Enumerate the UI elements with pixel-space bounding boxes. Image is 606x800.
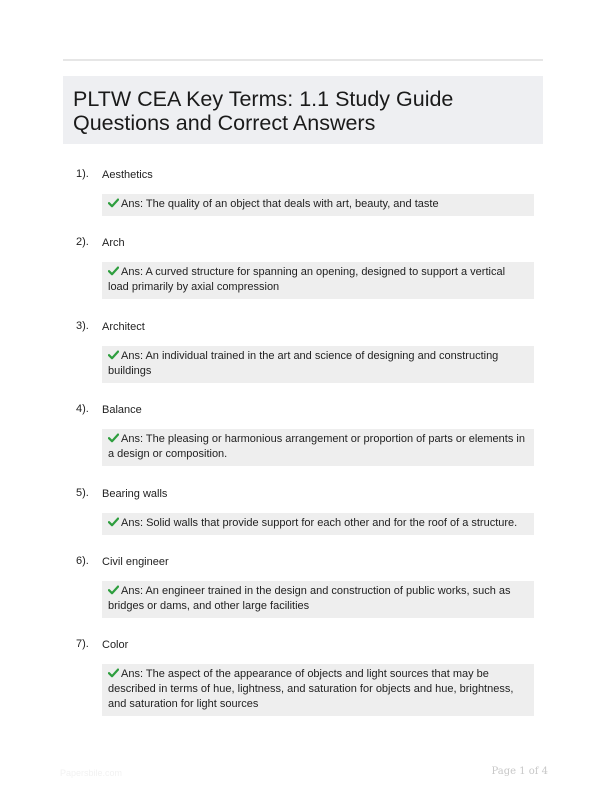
- check-icon: [108, 585, 119, 595]
- answer-text: Ans: A curved structure for spanning an opening, designed to support a vertical load primarily by axial compression: [108, 266, 506, 293]
- page-title-line-2: Questions and Correct Answers: [73, 111, 376, 135]
- answer-box: [102, 513, 534, 535]
- page-title-line-1: PLTW CEA Key Terms: 1.1 Study Guide: [73, 87, 454, 111]
- answer-text: Ans: The quality of an object that deals with art, beauty, and taste: [121, 198, 439, 210]
- top-divider: [63, 59, 543, 61]
- question-number: 2).: [76, 236, 89, 248]
- answer-box: [102, 262, 534, 299]
- question-number: 7).: [76, 638, 89, 650]
- answer-box: [102, 194, 534, 216]
- question-term: Aesthetics: [102, 169, 153, 181]
- check-icon: [108, 668, 119, 678]
- page-number: Page 1 of 4: [491, 766, 548, 777]
- check-icon: [108, 198, 119, 208]
- question-term: Color: [102, 639, 129, 651]
- answer-box: [102, 346, 534, 383]
- question-number: 5).: [76, 487, 89, 499]
- title-banner: [63, 76, 543, 144]
- page-title: [73, 87, 533, 135]
- check-icon: [108, 266, 119, 276]
- footer-site-watermark: Papersbile.com: [60, 768, 123, 778]
- answer-text: Ans: The aspect of the appearance of objects and light sources that may be described in terms of hue, lightness, and saturation for objects and hue, brightness, and saturation for light sources: [108, 668, 514, 710]
- question-term: Architect: [102, 321, 145, 333]
- answer-text: Ans: Solid walls that provide support for each other and for the roof of a structure.: [121, 517, 518, 529]
- check-icon: [108, 517, 119, 527]
- answer-box: [102, 664, 534, 716]
- answer-text: Ans: An engineer trained in the design and construction of public works, such as bridges or dams, and other large facilities: [108, 585, 511, 612]
- question-term: Arch: [102, 237, 125, 249]
- question-term: Bearing walls: [102, 488, 168, 500]
- question-number: 1).: [76, 168, 89, 180]
- answer-text: Ans: An individual trained in the art and science of designing and constructing buildings: [108, 350, 499, 377]
- question-term: Civil engineer: [102, 556, 169, 568]
- check-icon: [108, 433, 119, 443]
- answer-box: [102, 581, 534, 618]
- answer-text: Ans: The pleasing or harmonious arrangement or proportion of parts or elements in a design or composition.: [108, 433, 525, 460]
- answer-box: [102, 429, 534, 466]
- question-number: 3).: [76, 320, 89, 332]
- question-number: 4).: [76, 403, 89, 415]
- question-number: 6).: [76, 555, 89, 567]
- question-term: Balance: [102, 404, 142, 416]
- check-icon: [108, 350, 119, 360]
